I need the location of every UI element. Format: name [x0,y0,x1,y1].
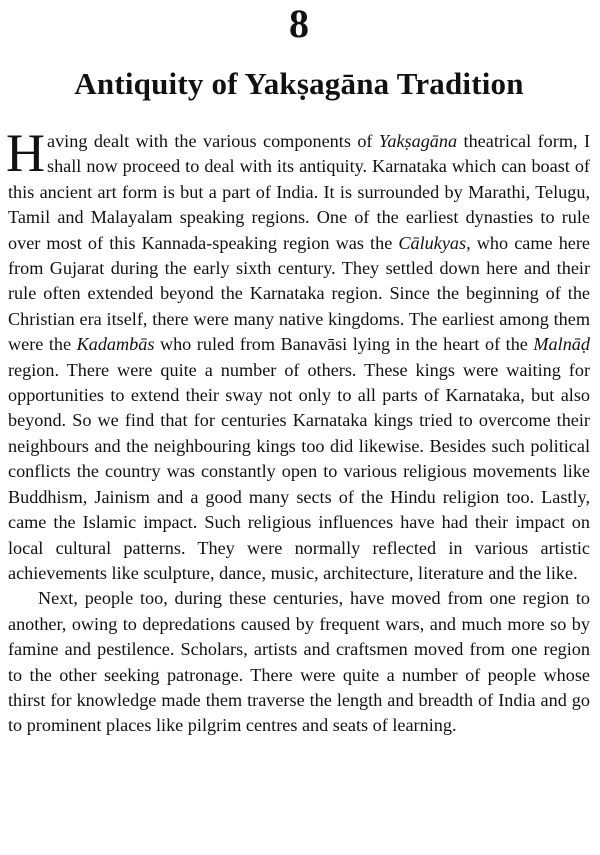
text-segment: region. There were quite a number of others. These kings were waiting for opportunities to extend their sway not only to all parts of Karnataka, but also beyond. So we find that for centuries Karnataka kings tried to overcome their neighbours and the neighbouring kings too did likewise. Besides such political conflicts the country was constantly open to various religious movements like Buddhism, Jainism and a good many sects of the Hindu religion too. Lastly, came the Islamic impact. Such religious influences have had their impact on local cultural patterns. They were normally reflected in various artistic achievements like sculpture, dance, music, architecture, literature and the like. [8,359,590,583]
chapter-body [6,123,590,739]
text-segment: aving dealt with the various components of [47,131,379,151]
drop-cap: H [6,123,45,183]
text-segment: who came here from Gujarat during the early sixth century. They settled down here and their rule often extended beyond the Karnataka region. Since the beginning of the Christian era itself, there were many native kingdoms. The earliest among them were the [8,232,590,355]
chapter-number: 8 [289,1,309,46]
text-segment-italic: Malnāḍ [533,334,590,355]
text-segment: who ruled from Banavāsi lying in the heart of the [154,334,534,355]
text-segment-italic: Cālukyas, [398,232,471,253]
text-segment: Next, people too, during these centuries, have moved from one region to another, owing to depredations caused by frequent wars, and much more so by famine and pestilence. Scholars, artists and craftsmen moved from one region to the other seeking patronage. There were quite a number of people whose thirst for knowledge made them traverse the length and breadth of India and go to prominent places like pilgrim centres and seats of learning. [8,588,590,736]
text-segment: theatrical form, I shall now proceed to deal with its antiquity. Karnataka which can boast of this ancient art form is but a part of India. It is surrounded by Marathi, Telugu, Tamil and Malayalam speaking regions. One of the earliest dynasties to rule over most of this Kannada-speaking region was the [8,131,590,253]
text-segment-italic: Yakṣagāna [378,131,458,151]
paragraph-1 [6,123,590,586]
chapter-title: Antiquity of Yakṣagāna Tradition [74,66,524,101]
paragraph-2 [8,586,590,738]
text-segment-italic: Kadambās [76,334,155,355]
